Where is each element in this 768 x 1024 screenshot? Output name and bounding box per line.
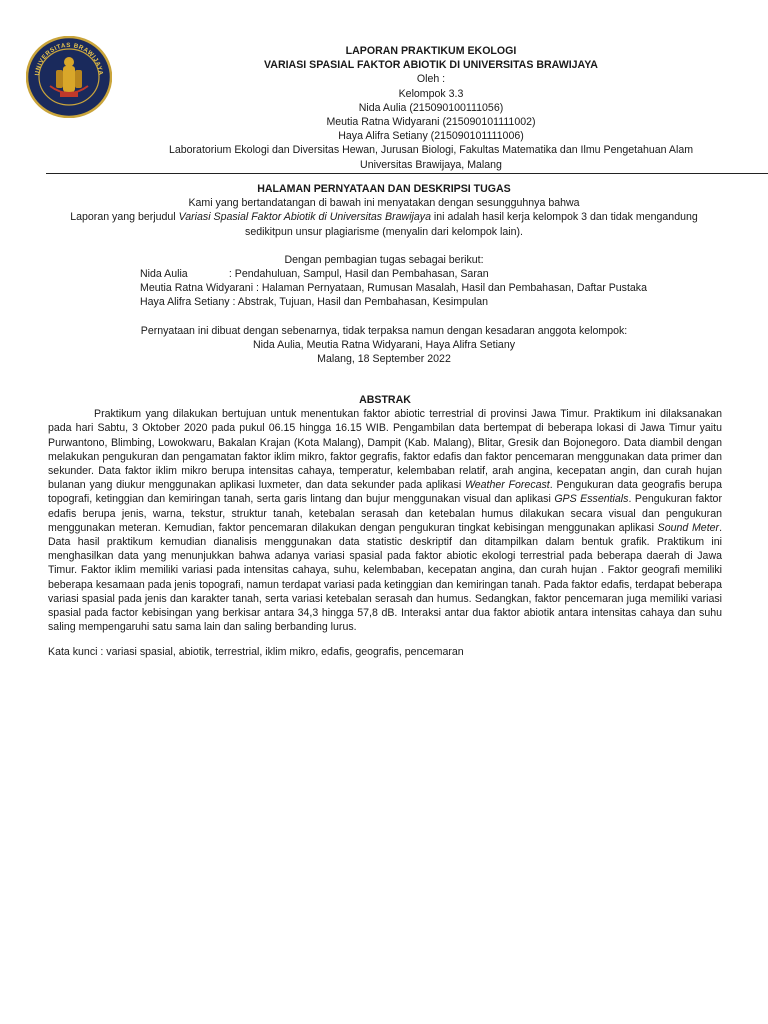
place-date: Malang, 18 September 2022 (317, 353, 451, 366)
logo-text: UNIVERSITAS BRAWIJAYA (33, 41, 105, 77)
report-subtitle: VARIASI SPASIAL FAKTOR ABIOTIK DI UNIVERSITAS BRAWIJAYA (264, 59, 598, 72)
task-row-2: Meutia Ratna Widyarani : Halaman Pernyataan, Rumusan Masalah, Hasil dan Pembahasan, Daftar Pustaka (140, 282, 647, 295)
task-row-3: Haya Alifra Setiany : Abstrak, Tujuan, Hasil dan Pembahasan, Kesimpulan (140, 296, 489, 309)
report-title-italic: Variasi Spasial Faktor Abiotik di Universitas Brawijaya (178, 211, 431, 224)
task-list (140, 267, 722, 310)
report-header (110, 44, 752, 172)
app-gps-essentials: GPS Essentials (554, 493, 629, 506)
member-2: Meutia Ratna Widyarani (215090101111002) (326, 116, 536, 129)
statement-line-2: Laporan yang berjudul Variasi Spasial Faktor Abiotik di Universitas Brawijaya ini adalah hasil kerja kelompok 3 dan tidak mengandung (70, 211, 698, 224)
statement-section (46, 182, 722, 366)
by-label: Oleh : (416, 73, 446, 86)
closing-statement: Pernyataan ini dibuat dengan sebenarnya, tidak terpaksa namun dengan kesadaran anggota kelompok: (140, 324, 628, 337)
member-1: Nida Aulia (215090100111056) (358, 101, 504, 114)
statement-line-1: Kami yang bertandatangan di bawah ini menyatakan dengan sesungguhnya bahwa (188, 197, 580, 210)
task-row-1: Nida Aulia : Pendahuluan, Sampul, Hasil dan Pembahasan, Saran (140, 268, 489, 281)
abstract-body: Praktikum yang dilakukan bertujuan untuk menentukan faktor abiotic terrestrial di provinsi Jawa Timur. Praktikum ini dilaksanakan pada hari Sabtu, 3 Oktober 2020 pada pukul 06.15 hingga 16.15 WIB. Pengambilan data bertempat di beberapa lokasi di Jawa Timur yaitu Purwantono, Blimbing, Lowokwaru, Bakalan Krajan (Kota Malang), Dampit (Kab. Malang), Blitar, Gresik dan Bojonegoro. Data diambil dengan melakukan pengukuran dan pengamatan faktor iklim mikro, faktor gegrafis, faktor edafis dan faktor pencemaran menggunakan data primer dan sekunder. Data faktor iklim mikro berupa intensitas cahaya, temperatur, kelembaban relatif, arah angina, kecepatan angin, dan curah hujan bulanan yang diukur menggunakan aplikasi luxmeter, dan data sekunder pada aplikasi Weather Forecast. Pengukuran data geografis berupa topografi, ketinggian dan kemiringan tanah, serta garis lintang dan bujur menggunakan visual dan aplikasi GPS Essentials. Pengukuran faktor edafis berupa jenis, warna, tekstur, struktur tanah, ketebalan serasah dan ketebalan humus dilakukan secara visual dan pengukuran menggunakan meteran. Kemudian, faktor pencemaran dilakukan dengan pengukuran tingkat kebisingan menggunakan aplikasi Sound Meter. Data hasil praktikum kemudian dianalisis menggunakan data statistic deskriptif dan ditampilkan dalam bentuk grafik. Praktikum ini menghasilkan data yang menunjukkan bahwa adanya variasi spasial pada faktor abiotic ekologi terrestrial pada beberapa daerah di Jawa Timur. Faktor iklim memiliki variasi pada intensitas cahaya, suhu, kelembaban, kecepatan angina, dan curah hujan . Faktor geografi memiliki beberapa kesamaan pada jenis topografi, namun terdapat variasi pada ketinggian dan kemiringan tanah. Pada faktor edafis, terdapat beberapa variasi spasial pada jenis dan karakter tanah, serta variasi ketebalan serasah dan humus. Sedangkan, faktor pencemaran juga memiliki variasi spasial pada factor kebisingan yang berkisar antara 34,3 hingga 57,8 dB. Interaksi antar dua faktor abiotik antara intensitas cahaya dan suhu saling mempengaruhi satu sama lain dan saling berbanding lurus. (48, 408, 723, 634)
abstract-title: ABSTRAK (359, 394, 411, 406)
member-3: Haya Alifra Setiany (215090101111006) (338, 130, 524, 143)
group-name: Kelompok 3.3 (398, 87, 464, 100)
division-intro: Dengan pembagian tugas sebagai berikut: (284, 253, 484, 266)
keywords: Kata kunci : variasi spasial, abiotik, terrestrial, iklim mikro, edafis, geografis, pencemaran (48, 646, 464, 659)
university-logo (26, 36, 112, 118)
header-divider (46, 173, 768, 174)
statement-title: HALAMAN PERNYATAAN DAN DESKRIPSI TUGAS (257, 183, 511, 195)
laboratory-line: Laboratorium Ekologi dan Diversitas Hewan, Jurusan Biologi, Fakultas Matematika dan Ilmu Pengetahuan Alam (168, 144, 694, 157)
app-sound-meter: Sound Meter (657, 521, 720, 534)
report-title: LAPORAN PRAKTIKUM EKOLOGI (345, 45, 517, 57)
app-weather-forecast: Weather Forecast (464, 479, 550, 492)
statement-line-3: sedikitpun unsur plagiarisme (menyalin dari kelompok lain). (245, 225, 523, 238)
university-line: Universitas Brawijaya, Malang (360, 158, 502, 171)
university-seal-icon (26, 36, 112, 118)
signers: Nida Aulia, Meutia Ratna Widyarani, Haya Alifra Setiany (252, 338, 516, 351)
abstract-section (48, 393, 722, 660)
